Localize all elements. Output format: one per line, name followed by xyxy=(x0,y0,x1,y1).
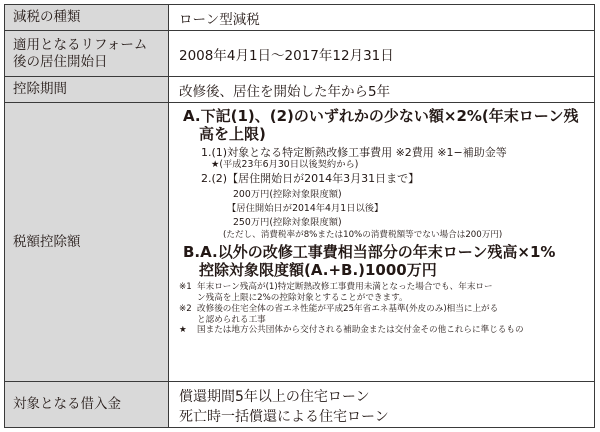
note-text: 改修後の住宅全体の省エネ性能が平成25年省エネ基準(外皮のみ)相当に上がる xyxy=(197,303,499,314)
note-text: ン残高を上限に2%の控除対象とすることができます。 xyxy=(197,293,408,304)
formula-item2-limit-before: 200万円(控除対象限度額) xyxy=(233,188,342,200)
formula-item2-condition-after: 【居住開始日が2014年4月1日以後】 xyxy=(227,202,384,214)
formula-b-line2: 控除対象限度額(A.+B.)1000万円 xyxy=(199,261,437,280)
value-start-date xyxy=(169,31,594,77)
label-text: 控除期間 xyxy=(13,81,67,97)
label-text: 減税の種類 xyxy=(13,9,81,25)
formula-a-line2: 高を上限) xyxy=(199,125,266,143)
label-text: 税額控除額 xyxy=(13,233,81,250)
note-mark: ※1 xyxy=(179,282,192,293)
formula-a-line1: A.下記(1)、(2)のいずれかの少ない額×2%(年末ローン残 xyxy=(183,107,579,125)
note-text: と認められる工事 xyxy=(197,314,266,325)
label-tax-type xyxy=(5,5,169,31)
note-mark: ※2 xyxy=(179,303,192,314)
notes xyxy=(179,282,588,336)
value-text-line1: 償還期間5年以上の住宅ローン xyxy=(179,389,370,405)
label-text-line2: 後の居住開始日 xyxy=(13,53,108,70)
value-text: ローン型減税 xyxy=(179,11,260,28)
formula-item1-note: ★(平成23年6月30日以後契約から) xyxy=(211,159,359,171)
note-text: 年末ローン残高が(1)特定断熱改修工事費用未満となった場合でも、年末ロー xyxy=(197,282,493,293)
note-3 xyxy=(179,325,588,336)
label-text: 対象となる借入金 xyxy=(13,396,121,412)
formula-item2-limit-after: 250万円(控除対象限度額) xyxy=(233,216,342,228)
note-1 xyxy=(179,282,588,303)
formula-item2-footnote: (ただし、消費税率が8%または10%の消費税額等でない場合は200万円) xyxy=(223,230,503,240)
value-eligible-loan xyxy=(169,382,594,427)
value-tax-type xyxy=(169,5,594,31)
value-deduction-period xyxy=(169,77,594,103)
label-start-date xyxy=(5,31,169,77)
value-text: 2008年4月1日〜2017年12月31日 xyxy=(179,47,394,64)
formula-b-line1: B.A.以外の改修工事費相当部分の年末ローン残高×1% xyxy=(183,243,556,262)
formula-item1: 1.(1)対象となる特定断熱改修工事費用 ※2費用 ※1−補助金等 xyxy=(201,146,507,159)
note-text: 国または地方公共団体から交付される補助金または交付金その他これらに準じるもの xyxy=(197,325,524,336)
label-deduction-period xyxy=(5,77,169,103)
tax-reduction-table xyxy=(4,4,595,428)
label-tax-credit-amount xyxy=(5,103,169,382)
label-eligible-loan xyxy=(5,382,169,427)
formula-item2: 2.(2)【居住開始日が2014年3月31日まで】 xyxy=(201,172,420,186)
note-mark: ★ xyxy=(179,325,187,336)
label-text-line1: 適用となるリフォーム xyxy=(13,36,148,53)
value-text: 改修後、居住を開始した年から5年 xyxy=(179,83,391,100)
note-2 xyxy=(179,304,588,325)
value-tax-credit-amount xyxy=(169,103,594,382)
value-text-line2: 死亡時一括償還による住宅ローン xyxy=(179,409,389,425)
